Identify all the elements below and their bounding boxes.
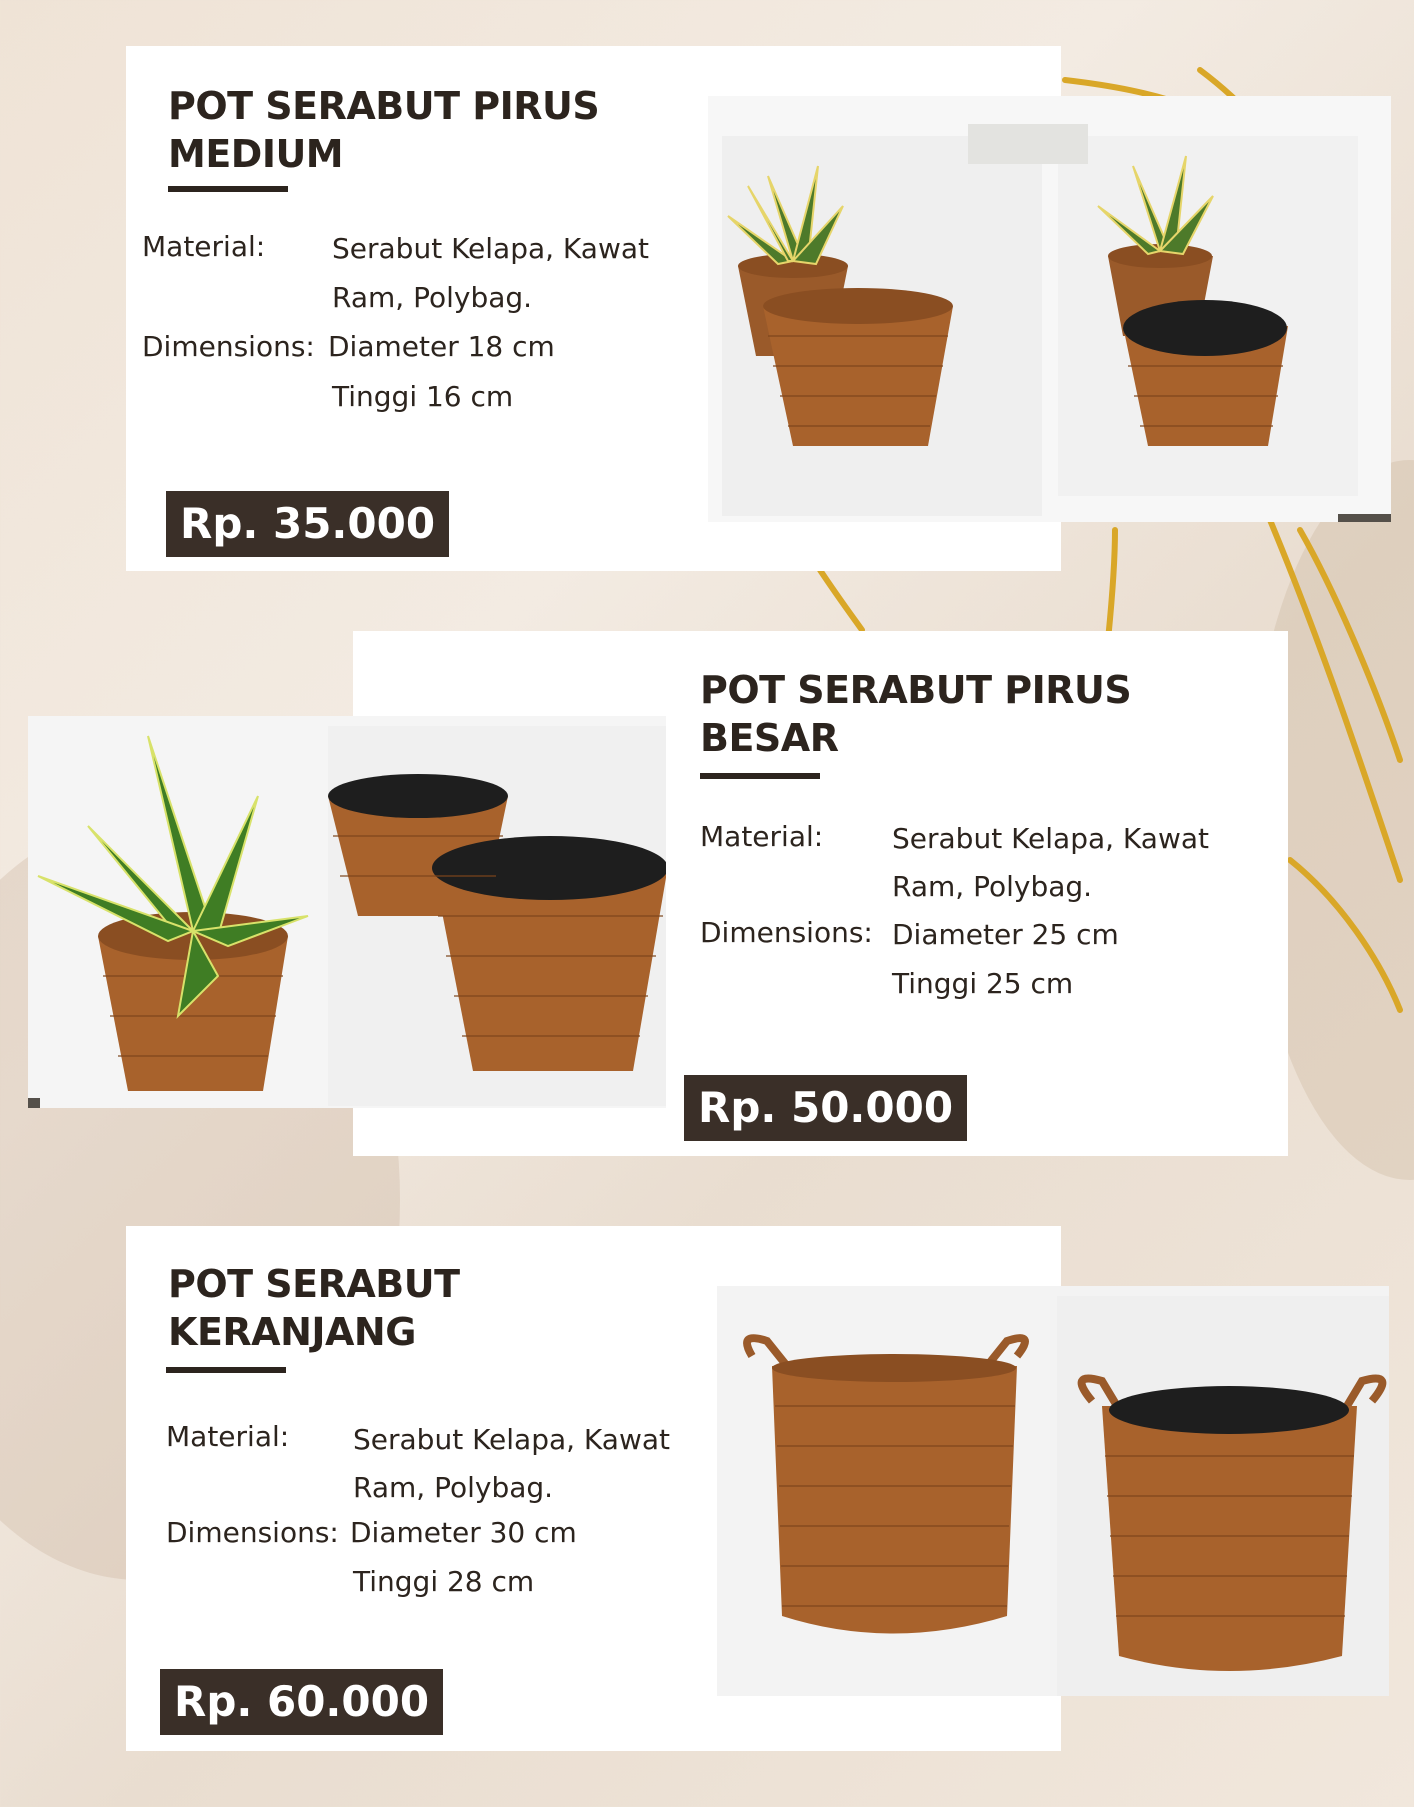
dimension-height: Tinggi 25 cm xyxy=(892,967,1074,1000)
dimension-diameter: Diameter 25 cm xyxy=(892,918,1119,951)
material-value: Serabut Kelapa, Kawat xyxy=(353,1423,670,1456)
material-value: Serabut Kelapa, Kawat xyxy=(332,232,649,265)
material-value: Ram, Polybag. xyxy=(332,281,533,314)
title-underline xyxy=(700,773,820,779)
product-title-line: POT SERABUT PIRUS xyxy=(168,84,600,128)
material-value: Ram, Polybag. xyxy=(353,1471,554,1504)
material-label: Material: xyxy=(166,1420,290,1453)
dimension-diameter: Diameter 18 cm xyxy=(328,330,555,363)
product-title-line: POT SERABUT xyxy=(168,1262,460,1306)
title-underline xyxy=(168,186,288,192)
title-underline xyxy=(166,1367,286,1373)
product-title-line: KERANJANG xyxy=(168,1310,416,1354)
dimension-diameter: Diameter 30 cm xyxy=(350,1516,577,1549)
product-title-line: MEDIUM xyxy=(168,132,344,176)
dimension-height: Tinggi 16 cm xyxy=(332,380,514,413)
price-tag: Rp. 60.000 xyxy=(160,1669,443,1735)
price-tag: Rp. 50.000 xyxy=(684,1075,967,1141)
product-photo-besar xyxy=(28,716,666,1108)
dimensions-label: Dimensions: xyxy=(142,330,315,363)
material-label: Material: xyxy=(700,820,824,853)
product-title-line: POT SERABUT PIRUS xyxy=(700,668,1132,712)
dimension-height: Tinggi 28 cm xyxy=(353,1565,535,1598)
material-value: Ram, Polybag. xyxy=(892,870,1093,903)
product-photo-keranjang xyxy=(717,1286,1389,1696)
product-photo-medium xyxy=(708,96,1391,522)
material-value: Serabut Kelapa, Kawat xyxy=(892,822,1209,855)
material-label: Material: xyxy=(142,230,266,263)
dimensions-label: Dimensions: xyxy=(700,916,873,949)
price-tag: Rp. 35.000 xyxy=(166,491,449,557)
product-title-line: BESAR xyxy=(700,716,839,760)
dimensions-label: Dimensions: xyxy=(166,1516,339,1549)
